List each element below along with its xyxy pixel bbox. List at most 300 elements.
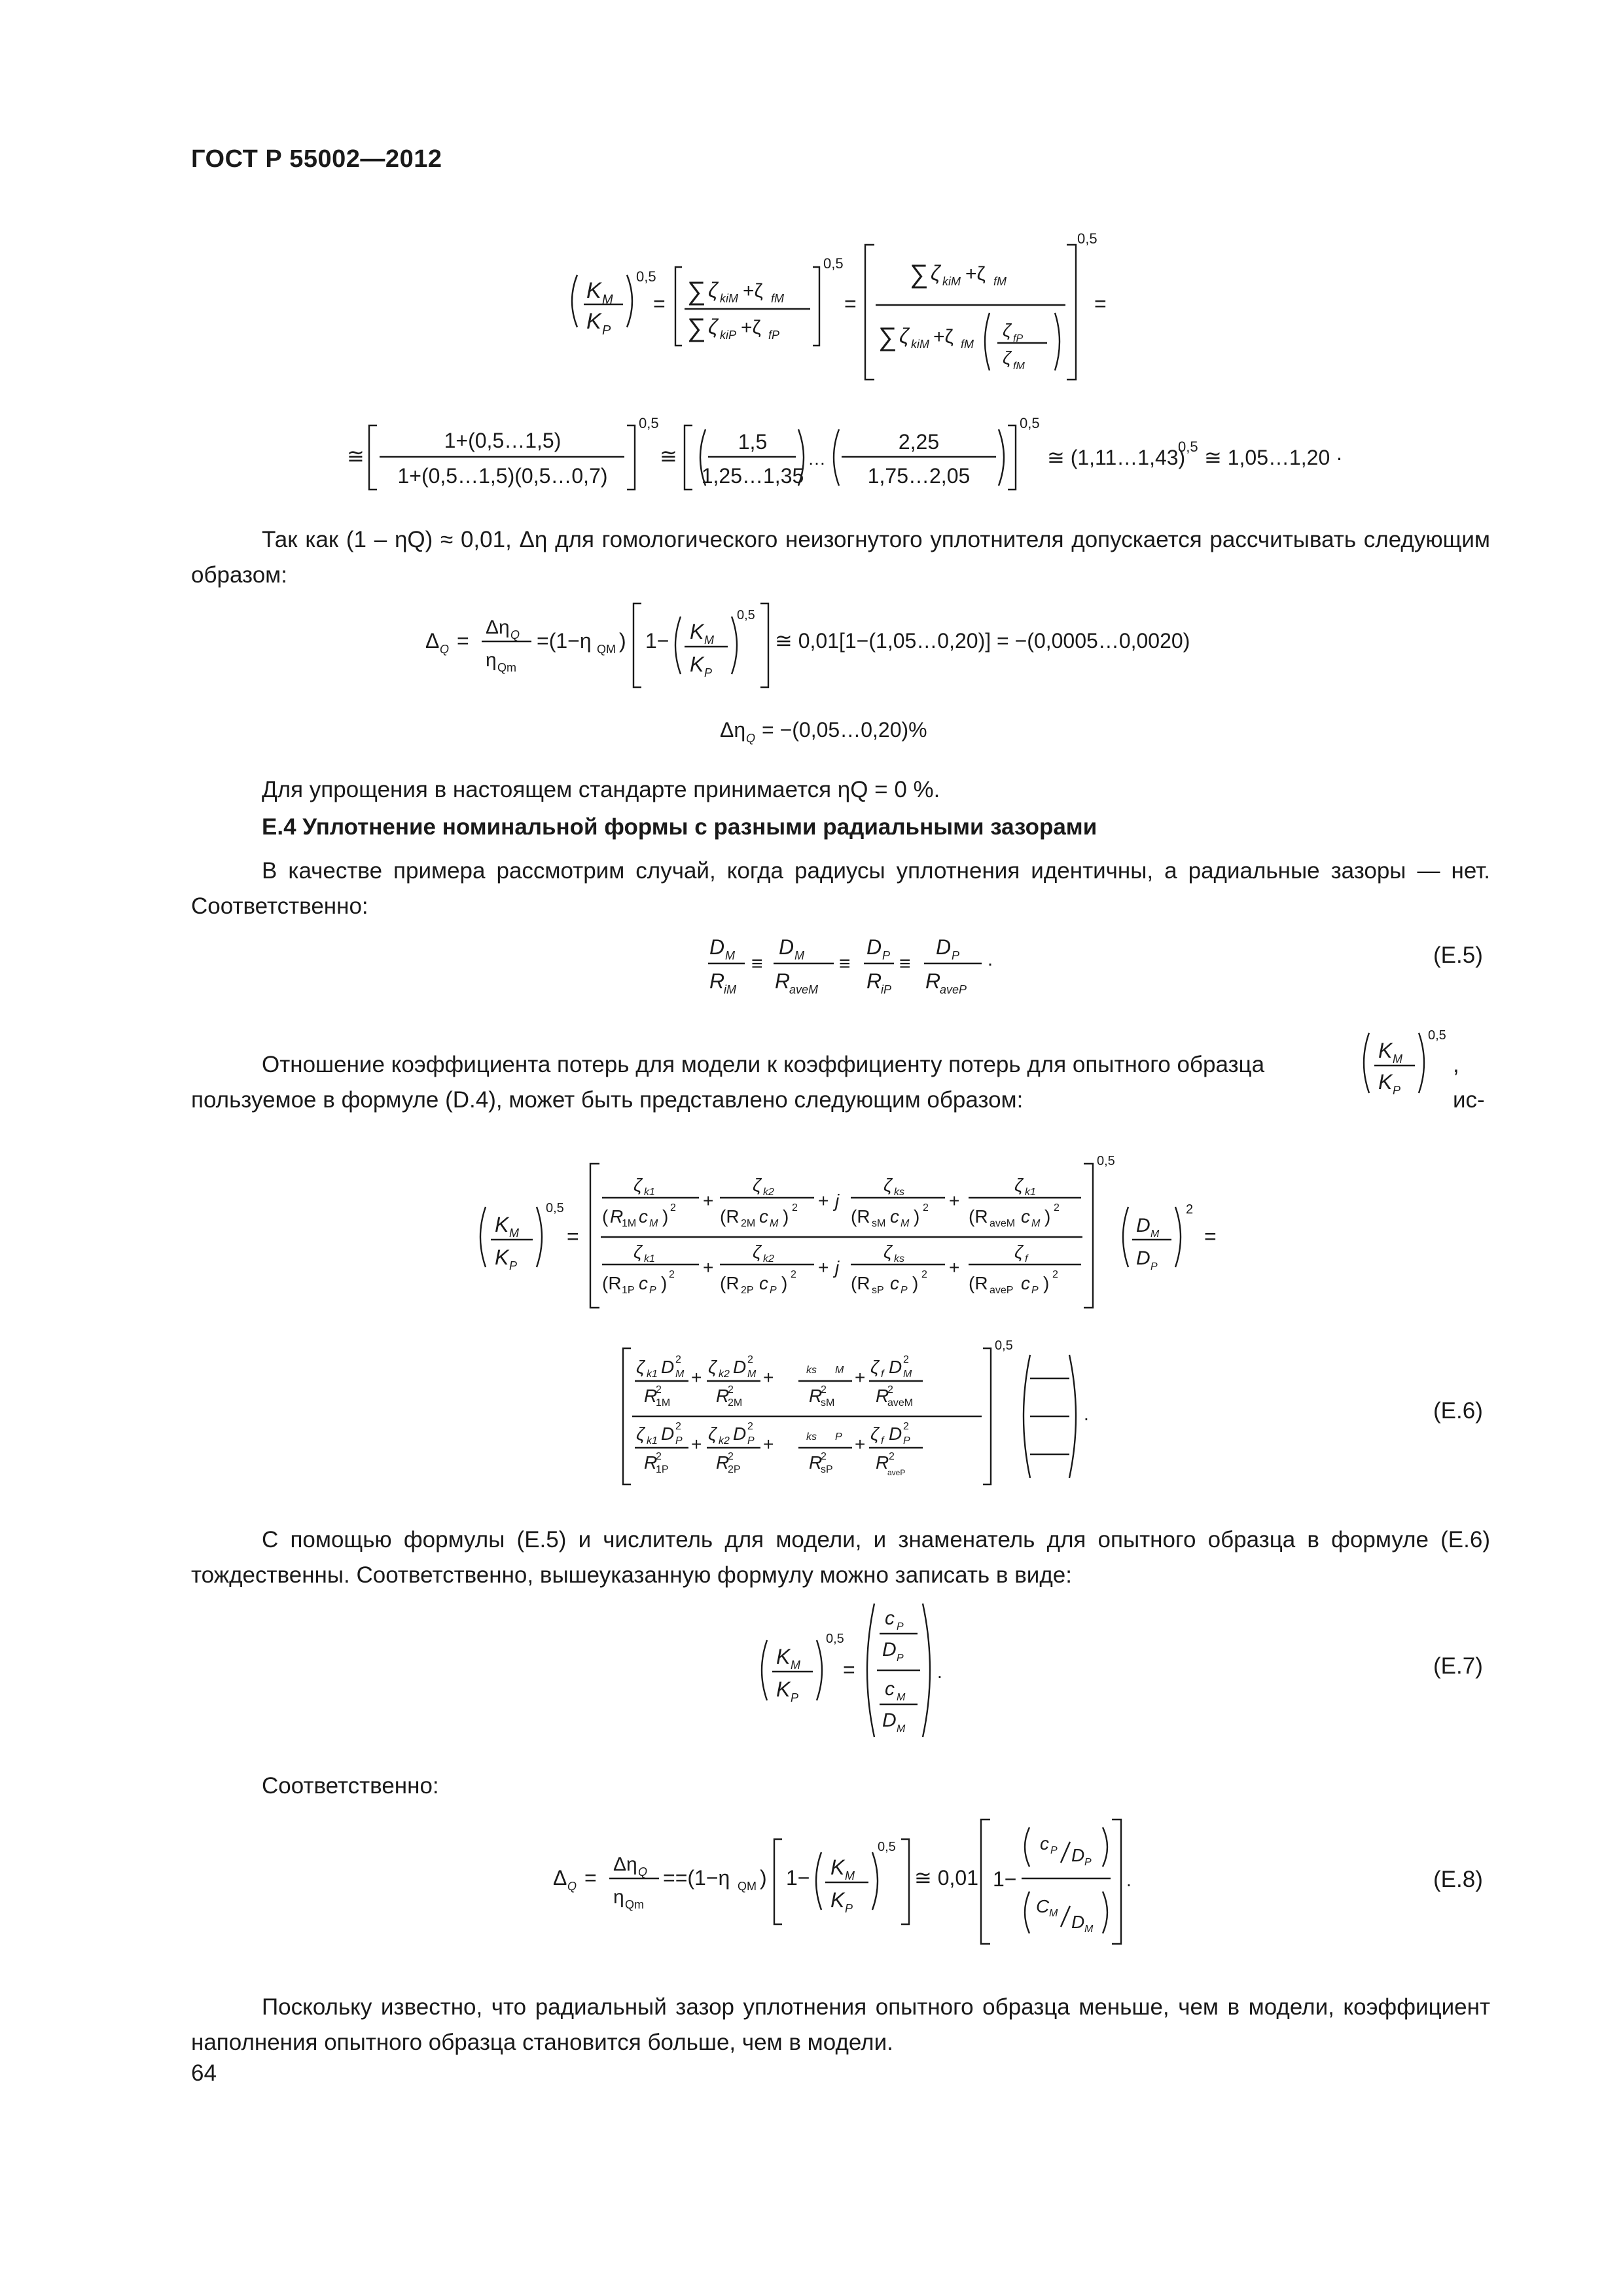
svg-text:K: K — [586, 309, 601, 334]
svg-text:f: f — [881, 1369, 884, 1380]
svg-text:1P: 1P — [622, 1285, 635, 1296]
svg-text:2: 2 — [792, 1202, 798, 1213]
svg-text:ζ: ζ — [1003, 348, 1011, 368]
svg-text:ζ: ζ — [883, 1175, 892, 1195]
svg-text:.: . — [1084, 1404, 1089, 1424]
svg-text:ζ: ζ — [870, 1357, 879, 1377]
svg-text:=: = — [567, 1225, 579, 1248]
svg-text:D: D — [1136, 1247, 1150, 1269]
svg-text:K: K — [776, 1677, 791, 1701]
svg-text:+ζ: +ζ — [965, 263, 986, 285]
svg-text:D: D — [866, 935, 882, 959]
svg-text:ζ: ζ — [633, 1175, 642, 1195]
svg-text:k1: k1 — [1025, 1187, 1036, 1198]
svg-text:M: M — [747, 1369, 757, 1380]
svg-text:0,5: 0,5 — [1077, 230, 1097, 247]
svg-text:2M: 2M — [741, 1218, 756, 1229]
svg-text:ζ: ζ — [931, 261, 940, 285]
svg-text:M: M — [903, 1369, 912, 1380]
svg-text:2: 2 — [1186, 1202, 1194, 1217]
svg-text:=: = — [653, 292, 666, 315]
svg-text:k1: k1 — [647, 1435, 658, 1446]
svg-text:c: c — [639, 1273, 648, 1293]
svg-text:R: R — [775, 969, 791, 993]
svg-text:0,5: 0,5 — [826, 1632, 844, 1646]
svg-text:D: D — [779, 935, 794, 959]
svg-text:P: P — [675, 1435, 683, 1446]
svg-text:0,5: 0,5 — [636, 268, 656, 285]
svg-text:+: + — [691, 1434, 702, 1454]
svg-text:R: R — [866, 969, 882, 993]
svg-text:fM: fM — [993, 275, 1007, 288]
paragraph-loss-ratio-part1: Отношение коэффициента потерь для модели к коэффициенту потерь для опытного образца — [262, 1052, 1265, 1077]
svg-text:): ) — [783, 1206, 789, 1227]
svg-text:0,5: 0,5 — [639, 415, 659, 431]
svg-text:(R: (R — [851, 1206, 870, 1227]
svg-text:M: M — [901, 1218, 910, 1229]
svg-text:1,25…1,35: 1,25…1,35 — [701, 464, 804, 488]
svg-text:1,5: 1,5 — [738, 430, 768, 454]
svg-text:M: M — [1049, 1908, 1058, 1919]
paragraph-example: В качестве примера рассмотрим случай, когда радиусы уплотнения идентичны, а радиальные зазоры — нет. Соответственно: — [191, 858, 1490, 919]
svg-text:): ) — [914, 1206, 920, 1227]
svg-text:D: D — [882, 1639, 897, 1660]
svg-text:(: ( — [602, 1206, 609, 1227]
svg-text:= −(0,05…0,20)%: = −(0,05…0,20)% — [762, 718, 927, 742]
paragraph-conclusion: Поскольку известно, что радиальный зазор уплотнения опытного образца меньше, чем в модели, коэффициент наполнения опытного образца становится больше, чем в модели. — [191, 1994, 1490, 2055]
svg-text:ζ: ζ — [1014, 1242, 1023, 1262]
svg-text:ζ: ζ — [870, 1424, 879, 1444]
svg-text:0,5: 0,5 — [878, 1840, 896, 1854]
svg-text:2: 2 — [921, 1269, 927, 1280]
svg-text:fM: fM — [771, 292, 784, 305]
svg-text:2: 2 — [675, 1354, 681, 1365]
svg-text:sP: sP — [821, 1464, 833, 1475]
svg-text:M: M — [1393, 1052, 1402, 1066]
svg-text:ζ: ζ — [708, 315, 718, 338]
svg-text:K: K — [586, 278, 601, 303]
svg-text:c: c — [890, 1273, 899, 1293]
svg-text:M: M — [845, 1869, 855, 1882]
svg-text:Q: Q — [440, 643, 450, 656]
svg-text:Δη: Δη — [720, 718, 746, 742]
svg-text:D: D — [1071, 1912, 1085, 1932]
svg-text:Q: Q — [510, 628, 520, 641]
svg-text:Δ: Δ — [553, 1866, 567, 1890]
svg-text:f: f — [1025, 1253, 1028, 1265]
svg-text:M: M — [602, 293, 613, 307]
svg-text:P: P — [1150, 1261, 1158, 1272]
svg-text:aveM: aveM — [789, 983, 819, 996]
svg-text:≅ 1,05…1,20 ·: ≅ 1,05…1,20 · — [1204, 446, 1343, 469]
svg-text:+: + — [949, 1191, 960, 1211]
equation-number-e5: (Е.5) — [1433, 942, 1483, 968]
svg-text:K: K — [690, 653, 704, 676]
svg-text:c: c — [639, 1206, 648, 1227]
svg-text:η: η — [613, 1886, 624, 1908]
svg-text:2: 2 — [728, 1451, 734, 1462]
svg-text:ζ: ζ — [633, 1242, 642, 1262]
svg-text:Δη: Δη — [486, 617, 510, 638]
svg-text:.: . — [937, 1662, 942, 1682]
svg-text:aveP: aveP — [887, 1468, 906, 1477]
svg-text:kiM: kiM — [942, 275, 961, 288]
svg-text:=: = — [584, 1866, 597, 1890]
svg-text:0,5: 0,5 — [546, 1201, 564, 1215]
svg-text:2P: 2P — [728, 1464, 741, 1475]
svg-text:2: 2 — [669, 1269, 675, 1280]
svg-text:P: P — [835, 1431, 842, 1443]
paragraph-approx-note: Так как (1 – ηQ) ≈ 0,01, Δη для гомологического неизогнутого уплотнителя допускается рассчитывать следующим образом: — [191, 527, 1490, 588]
svg-text:aveM: aveM — [887, 1397, 914, 1408]
svg-text:kiM: kiM — [911, 338, 929, 351]
svg-text:M: M — [1150, 1229, 1160, 1240]
formula-delta-q — [425, 596, 1263, 694]
svg-text:1−: 1− — [786, 1866, 810, 1890]
svg-text:P: P — [1393, 1084, 1401, 1097]
svg-text:ζ: ζ — [753, 1175, 761, 1195]
svg-text:P: P — [882, 949, 891, 962]
svg-text:kiM: kiM — [720, 292, 738, 305]
svg-text:ζ: ζ — [1003, 320, 1011, 340]
svg-text:=: = — [843, 1658, 855, 1681]
svg-text:P: P — [901, 1285, 908, 1296]
svg-text:1−: 1− — [993, 1867, 1017, 1891]
svg-text:): ) — [619, 629, 626, 653]
svg-text:): ) — [661, 1273, 668, 1293]
svg-text:QM: QM — [597, 643, 616, 656]
svg-text:M: M — [509, 1227, 519, 1240]
svg-text:=(1−η: =(1−η — [537, 629, 592, 653]
svg-text:η: η — [486, 649, 497, 671]
svg-text:QM: QM — [738, 1880, 757, 1893]
svg-text:M: M — [704, 634, 714, 647]
svg-text:≅ 0,01: ≅ 0,01 — [914, 1866, 978, 1890]
svg-text:Q: Q — [638, 1865, 648, 1878]
svg-text:2: 2 — [675, 1421, 681, 1432]
svg-text:D: D — [733, 1357, 747, 1377]
svg-text:2: 2 — [747, 1354, 753, 1365]
formula-ratio-expansion — [563, 229, 1113, 399]
svg-text:2: 2 — [728, 1384, 734, 1395]
svg-text:ζ: ζ — [708, 1424, 717, 1444]
svg-text:…: … — [808, 448, 826, 469]
svg-text:K: K — [1378, 1070, 1393, 1094]
svg-text:2: 2 — [656, 1384, 662, 1395]
svg-text:): ) — [760, 1866, 767, 1890]
svg-text:D: D — [1071, 1845, 1085, 1865]
svg-text:): ) — [912, 1273, 919, 1293]
svg-text:fP: fP — [768, 329, 780, 342]
svg-text:K: K — [776, 1645, 791, 1668]
svg-text:+: + — [703, 1257, 714, 1278]
svg-text:+: + — [763, 1367, 774, 1388]
svg-text:P: P — [704, 666, 713, 679]
svg-text:M: M — [725, 949, 735, 962]
svg-text:c: c — [759, 1273, 768, 1293]
svg-text:(R: (R — [969, 1206, 988, 1227]
svg-text:c: c — [885, 1607, 895, 1629]
svg-text:1M: 1M — [622, 1218, 637, 1229]
svg-text:K: K — [830, 1856, 845, 1879]
svg-text:ks: ks — [806, 1431, 817, 1443]
svg-text:Δ: Δ — [425, 629, 440, 653]
svg-text:R: R — [709, 969, 725, 993]
svg-text:≡: ≡ — [839, 953, 851, 975]
svg-text:M: M — [794, 949, 804, 962]
svg-text:P: P — [952, 949, 960, 962]
svg-text:Q: Q — [746, 732, 756, 745]
svg-text:M: M — [1084, 1924, 1094, 1935]
svg-text:sM: sM — [872, 1218, 886, 1229]
svg-text:aveP: aveP — [990, 1285, 1014, 1296]
svg-text:K: K — [830, 1888, 845, 1912]
svg-text:P: P — [845, 1902, 853, 1915]
formula-e7 — [753, 1597, 949, 1741]
svg-text:K: K — [495, 1246, 509, 1269]
svg-text:c: c — [1021, 1273, 1030, 1293]
svg-text:0,5: 0,5 — [1178, 439, 1198, 455]
svg-text:k1: k1 — [647, 1369, 658, 1380]
svg-text:+: + — [818, 1191, 829, 1211]
svg-text:(R: (R — [851, 1273, 870, 1293]
svg-text:R: R — [876, 1386, 889, 1406]
svg-text:k2: k2 — [719, 1435, 730, 1446]
svg-text:P: P — [791, 1691, 799, 1704]
svg-text:D: D — [889, 1424, 902, 1444]
svg-text:c: c — [885, 1678, 895, 1700]
svg-text:ζ: ζ — [1014, 1175, 1023, 1195]
svg-text:+: + — [855, 1367, 866, 1388]
svg-text:j: j — [835, 1257, 840, 1278]
svg-text:D: D — [733, 1424, 747, 1444]
svg-text:c: c — [759, 1206, 768, 1227]
svg-text:D: D — [936, 935, 952, 959]
svg-text:): ) — [1043, 1273, 1050, 1293]
svg-text:1M: 1M — [656, 1397, 671, 1408]
svg-text:(R: (R — [720, 1206, 740, 1227]
svg-text:2M: 2M — [728, 1397, 743, 1408]
formula-e5 — [707, 923, 995, 1001]
svg-text:ζ: ζ — [753, 1242, 761, 1262]
svg-text:2: 2 — [903, 1421, 909, 1432]
svg-text:·: · — [987, 953, 993, 975]
svg-text:=: = — [1094, 292, 1107, 315]
svg-text:): ) — [662, 1206, 669, 1227]
svg-text:1+(0,5…1,5)(0,5…0,7): 1+(0,5…1,5)(0,5…0,7) — [397, 464, 608, 488]
svg-text:aveP: aveP — [940, 983, 967, 996]
svg-text:iM: iM — [724, 983, 736, 996]
svg-text:ζ: ζ — [636, 1357, 645, 1377]
svg-text:P: P — [1031, 1285, 1039, 1296]
svg-text:P: P — [897, 1653, 904, 1664]
svg-text:fM: fM — [1013, 361, 1025, 372]
svg-text:D: D — [882, 1710, 897, 1731]
svg-text:M: M — [649, 1218, 658, 1229]
svg-text:0,5: 0,5 — [737, 608, 755, 622]
svg-text:.: . — [1126, 1870, 1132, 1890]
equation-number-e6: (Е.6) — [1433, 1398, 1483, 1424]
svg-text:2: 2 — [656, 1451, 662, 1462]
svg-text:R: R — [610, 1206, 624, 1227]
svg-text:P: P — [509, 1259, 518, 1272]
svg-text:2: 2 — [747, 1421, 753, 1432]
svg-text:1P: 1P — [656, 1464, 669, 1475]
svg-text:D: D — [709, 935, 725, 959]
svg-text:ζ: ζ — [708, 1357, 717, 1377]
svg-text:Δη: Δη — [613, 1854, 637, 1875]
formula-e6-line1 — [471, 1152, 1243, 1322]
svg-text:fM: fM — [961, 338, 974, 351]
svg-text:ζ: ζ — [708, 278, 718, 302]
svg-text:M: M — [1031, 1218, 1041, 1229]
svg-text:R: R — [644, 1452, 658, 1473]
svg-text:2: 2 — [1054, 1202, 1060, 1213]
svg-text:≅: ≅ — [660, 444, 677, 468]
page-number: 64 — [191, 2060, 217, 2086]
svg-text:P: P — [649, 1285, 656, 1296]
svg-text:2: 2 — [821, 1384, 827, 1395]
svg-text:==(1−η: ==(1−η — [663, 1866, 730, 1890]
svg-text:2: 2 — [887, 1384, 893, 1395]
svg-text:c: c — [1021, 1206, 1030, 1227]
svg-text:M: M — [897, 1723, 906, 1734]
svg-text:2: 2 — [1052, 1269, 1058, 1280]
svg-text:ks: ks — [806, 1365, 817, 1376]
svg-text:P: P — [747, 1435, 755, 1446]
svg-text:0,5: 0,5 — [1428, 1028, 1446, 1043]
formula-e6-line2 — [615, 1335, 1099, 1492]
svg-text:k2: k2 — [763, 1253, 774, 1265]
svg-text:): ) — [1044, 1206, 1051, 1227]
svg-text:≅ 0,01[1−(1,05…0,20)] = −(0,00: ≅ 0,01[1−(1,05…0,20)] = −(0,0005…0,0020) — [775, 629, 1190, 653]
svg-text:k2: k2 — [719, 1369, 730, 1380]
svg-text:Qm: Qm — [625, 1898, 644, 1911]
svg-text:M: M — [770, 1218, 779, 1229]
paragraph-loss-ratio — [191, 1047, 1490, 1083]
paragraph-identity: С помощью формулы (Е.5) и числитель для модели, и знаменатель для опытного образца в формуле (Е.6) тождественны. Соответственно, вышеуказанную формулу можно записать в виде: — [191, 1527, 1490, 1588]
svg-text:R: R — [716, 1452, 730, 1473]
svg-text:0,5: 0,5 — [1097, 1154, 1115, 1168]
formula-delta-eta — [720, 707, 995, 753]
svg-text:∑: ∑ — [687, 277, 706, 306]
svg-text:K: K — [495, 1213, 509, 1236]
svg-text:sP: sP — [872, 1285, 884, 1296]
svg-text:2: 2 — [791, 1269, 796, 1280]
svg-text:ζ: ζ — [636, 1424, 645, 1444]
svg-text:+: + — [691, 1367, 702, 1388]
svg-text:+: + — [818, 1257, 829, 1278]
svg-text:ζ: ζ — [899, 324, 909, 348]
equation-number-e7: (Е.7) — [1433, 1653, 1483, 1679]
svg-text:=: = — [844, 292, 857, 315]
svg-text:2,25: 2,25 — [898, 430, 940, 454]
svg-text:D: D — [889, 1357, 902, 1377]
svg-text:R: R — [809, 1386, 823, 1406]
svg-text:∑: ∑ — [910, 260, 929, 289]
svg-text:Q: Q — [567, 1880, 577, 1893]
equation-number-e8: (Е.8) — [1433, 1867, 1483, 1892]
svg-text:D: D — [661, 1357, 675, 1377]
svg-text:=: = — [1204, 1225, 1217, 1248]
svg-text:≅: ≅ — [347, 444, 365, 468]
svg-text:M: M — [835, 1365, 844, 1376]
svg-text:≅ (1,11…1,43): ≅ (1,11…1,43) — [1047, 446, 1186, 469]
svg-text:+ζ: +ζ — [743, 280, 763, 302]
svg-text:P: P — [1084, 1857, 1092, 1868]
svg-text:2: 2 — [889, 1451, 895, 1462]
svg-text:kiP: kiP — [720, 329, 737, 342]
svg-text:f: f — [881, 1435, 884, 1446]
svg-text:ζ: ζ — [883, 1242, 892, 1262]
svg-text:P: P — [903, 1435, 910, 1446]
svg-text:D: D — [1136, 1215, 1150, 1236]
svg-text:j: j — [835, 1191, 840, 1211]
svg-text:+ζ: +ζ — [933, 326, 954, 348]
svg-text:P: P — [602, 323, 611, 338]
svg-text:+ζ: +ζ — [741, 317, 761, 338]
section-heading-e4: Е.4 Уплотнение номинальной формы с разными радиальными зазорами — [262, 814, 1097, 840]
svg-text:C: C — [1036, 1896, 1050, 1916]
svg-text:2: 2 — [923, 1202, 929, 1213]
formula-approximation — [347, 412, 1368, 497]
svg-text:2P: 2P — [741, 1285, 754, 1296]
svg-text:c: c — [890, 1206, 899, 1227]
svg-text:0,5: 0,5 — [995, 1338, 1013, 1353]
svg-text:2: 2 — [670, 1202, 676, 1213]
svg-text:0,5: 0,5 — [1020, 415, 1040, 431]
svg-text:0,5: 0,5 — [823, 255, 844, 272]
svg-text:k2: k2 — [763, 1187, 774, 1198]
svg-text:(R: (R — [969, 1273, 988, 1293]
svg-text:≡: ≡ — [899, 953, 911, 975]
svg-text:+: + — [855, 1434, 866, 1454]
svg-text:Qm: Qm — [497, 661, 516, 674]
svg-text:1−: 1− — [645, 629, 669, 653]
svg-text:2: 2 — [903, 1354, 909, 1365]
svg-text:R: R — [809, 1452, 823, 1473]
svg-text:∑: ∑ — [878, 323, 897, 351]
paragraph-loss-ratio-part2: , ис- — [1453, 1052, 1485, 1113]
svg-text:): ) — [781, 1273, 788, 1293]
svg-text:1,75…2,05: 1,75…2,05 — [867, 464, 971, 488]
paragraph-loss-ratio-cont: пользуемое в формуле (D.4), может быть представлено следующим образом: — [191, 1087, 1024, 1113]
paragraph-simplification: Для упрощения в настоящем стандарте принимается ηQ = 0 %. — [262, 777, 940, 802]
svg-text:R: R — [925, 969, 941, 993]
svg-text:2: 2 — [821, 1451, 827, 1462]
svg-text:(R: (R — [720, 1273, 740, 1293]
svg-text:+: + — [949, 1257, 960, 1278]
svg-text:c: c — [1040, 1833, 1049, 1854]
svg-text:R: R — [876, 1452, 889, 1473]
svg-text:M: M — [897, 1692, 906, 1703]
svg-text:+: + — [763, 1434, 774, 1454]
svg-text:=: = — [457, 629, 469, 653]
svg-text:(R: (R — [602, 1273, 622, 1293]
svg-text:k1: k1 — [644, 1253, 655, 1265]
svg-text:D: D — [661, 1424, 675, 1444]
svg-text:R: R — [644, 1386, 658, 1406]
paragraph-accordingly: Соответственно: — [262, 1773, 439, 1799]
svg-text:k1: k1 — [644, 1187, 655, 1198]
svg-text:ks: ks — [894, 1187, 904, 1198]
svg-text:iP: iP — [881, 983, 892, 996]
svg-text:sM: sM — [821, 1397, 835, 1408]
svg-text:P: P — [1050, 1845, 1058, 1856]
svg-text:fP: fP — [1013, 333, 1024, 344]
svg-text:P: P — [770, 1285, 777, 1296]
svg-text:≡: ≡ — [751, 953, 763, 975]
